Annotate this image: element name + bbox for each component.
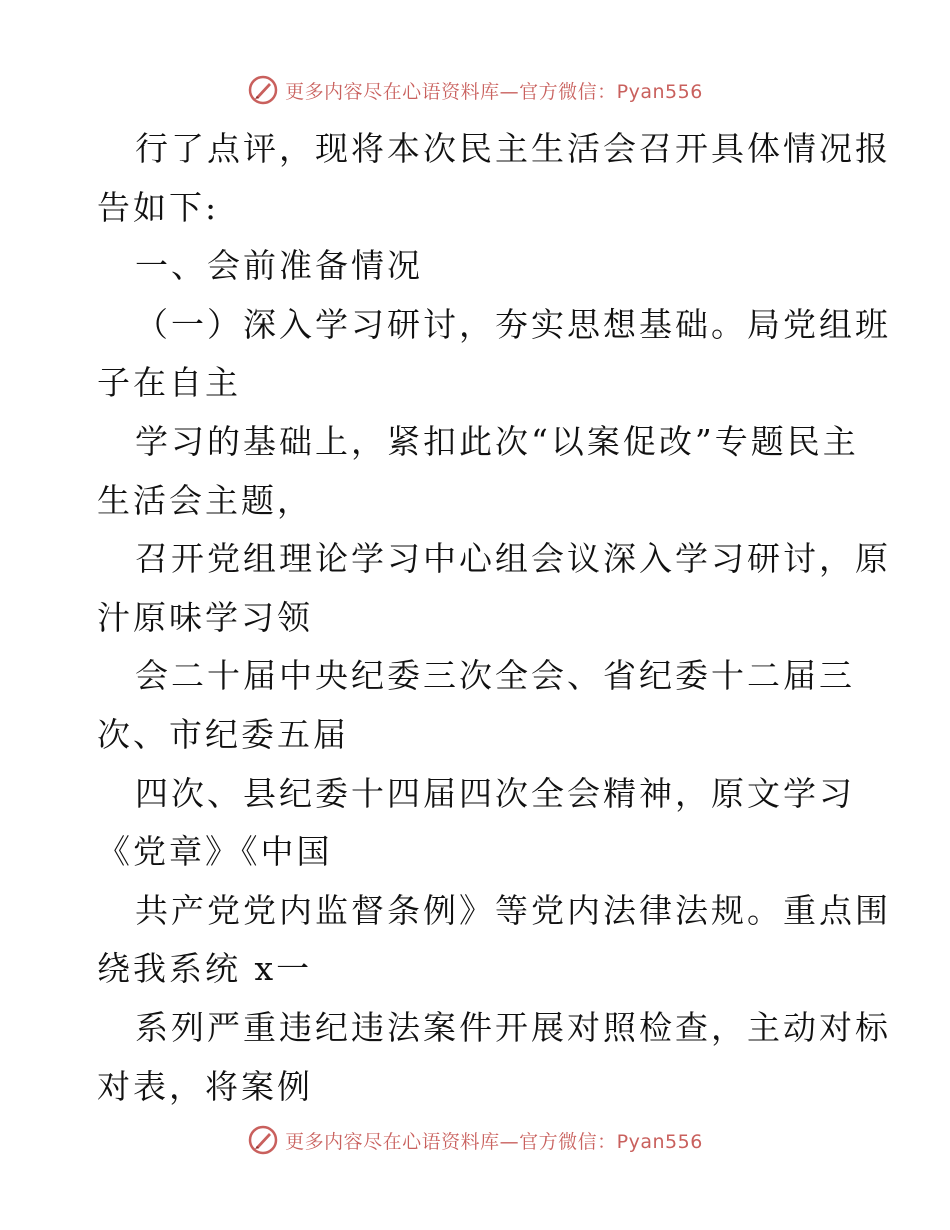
text-line: 学习的基础上，紧扣此次“以案促改”专题民主 <box>135 421 859 461</box>
text-line: 行了点评，现将本次民主生活会召开具体情况报 <box>135 129 891 168</box>
feather-pen-logo-icon <box>247 74 279 106</box>
text-line: 绕我系统 x一 <box>97 949 313 989</box>
text-line: （一）深入学习研讨，夯实思想基础。局党组班 <box>135 304 891 344</box>
text-line: 召开党组理论学习中心组会议深入学习研讨，原 <box>135 539 891 579</box>
text-line: 汁原味学习领 <box>97 597 313 637</box>
text-line: 告如下: <box>97 187 220 227</box>
watermark-text: 更多内容尽在心语资料库—官方微信：Pyan556 <box>285 80 703 103</box>
text-line: 子在自主 <box>97 363 241 403</box>
feather-pen-logo-icon <box>247 1124 279 1156</box>
text-line: 《党章》《中国 <box>97 832 333 872</box>
header-watermark <box>0 70 950 110</box>
text-line: 次、市纪委五届 <box>97 714 349 754</box>
text-line: 对表，将案例 <box>97 1066 313 1106</box>
document-body <box>97 120 891 1116</box>
text-line: 四次、县纪委十四届四次全会精神，原文学习 <box>135 773 855 813</box>
text-line: 系列严重违纪违法案件开展对照检查，主动对标 <box>135 1007 891 1047</box>
text-line: 生活会主题， <box>97 480 313 520</box>
text-line: 共产党党内监督条例》等党内法律法规。重点围 <box>135 890 891 930</box>
text-line: 会二十届中央纪委三次全会、省纪委十二届三 <box>135 656 855 696</box>
watermark-text: 更多内容尽在心语资料库—官方微信：Pyan556 <box>285 1130 703 1153</box>
text-line: 一、会前准备情况 <box>135 246 423 286</box>
footer-watermark <box>0 1120 950 1160</box>
